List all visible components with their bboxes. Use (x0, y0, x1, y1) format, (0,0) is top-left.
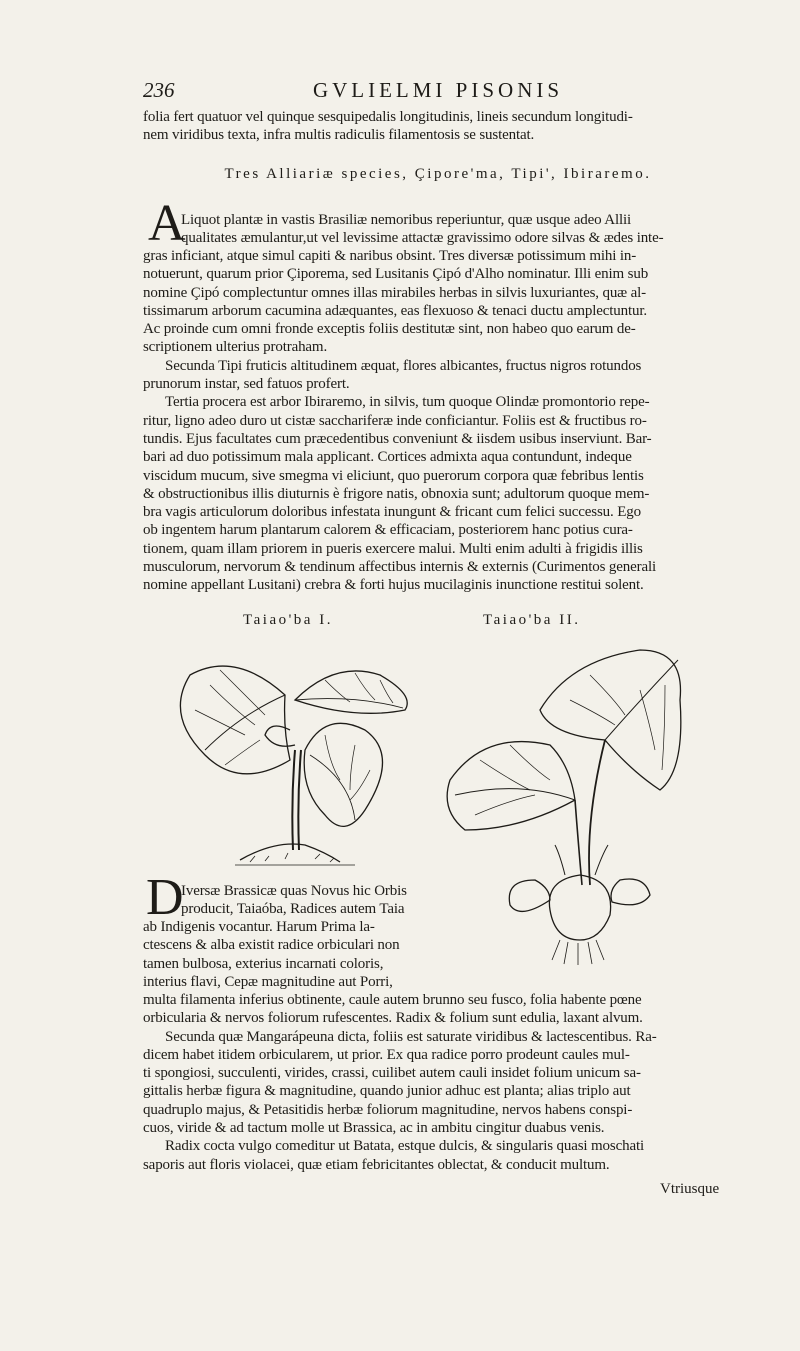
section2-body (143, 991, 733, 1174)
figure-caption-2: Taiao'ba II. (483, 612, 581, 628)
text-line: & obstructionibus illis diuturnis è frigore natis, obnoxia sunt; adultorum quoque mem- (143, 485, 650, 502)
text-line: Iversæ Brassicæ quas Novus hic Orbis (181, 883, 407, 899)
text-line: dicem habet itidem orbicularem, ut prior. Ex qua radice porro prodeunt caules mul- (143, 1046, 630, 1063)
figure-caption-1: Taiao'ba I. (243, 612, 333, 628)
text-line: tissimarum arborum cacumina adæquantes, eas flexuoso & tenaci ductu amplectuntur. (143, 302, 647, 319)
text-line: multa filamenta inferius obtinente, caule autem brunno seu fusco, folia habente pœne (143, 992, 642, 1008)
text-line: ab Indigenis vocantur. Harum Prima la- (143, 919, 375, 935)
text-line: tundis. Ejus facultates cum præcedentibus conveniunt & iisdem usibus inserviunt. Bar- (143, 430, 652, 447)
text-line: gras inficiant, atque simul capiti & naribus obsint. Tres diversæ potissimum mihi in- (143, 248, 637, 264)
catchword: Vtriusque (660, 1181, 720, 1197)
text-line: bari ad duo potissimum mala applicant. Cortices admixta aqua contundunt, indeque (143, 449, 632, 466)
text-line: Secunda Tipi fruticis altitudinem æquat, flores albicantes, fructus nigros rotundos (165, 357, 642, 374)
text-line: prunorum instar, sed fatuos profert. (143, 376, 350, 393)
text-line: Ac proinde cum omni fronde exceptis foliis destitutæ sint, non habeo quo earum de- (143, 321, 636, 338)
text-line: bra vagis articulorum doloribus infestata inungunt & fricant cum felici successu. Ego (143, 504, 641, 521)
text-line: scriptionem ulterius protraham. (143, 339, 328, 356)
text-line: tionem, quam illam priorem in pueris exercere malui. Multi enim adulti à frigidis illis (143, 540, 643, 557)
running-head: GVLIELMI PISONIS (312, 78, 564, 102)
text-line: notuerunt, quarum prior Çiporema, sed Lusitanis Çipó d'Alho nominatur. Illi enim sub (143, 266, 649, 283)
taiaoba-1-illustration (165, 640, 420, 875)
text-line: viscidum mucum, sive smegma vi eliciunt, quo puerorum corpora quæ febribus lentis (143, 467, 644, 484)
text-line: saporis aut floris violacei, quæ etiam febricitantes oblectat, & conducit multum. (143, 1156, 610, 1173)
text-line: qualitates æmulantur,ut vel levissime attactæ gravissimo odore silvas & ædes inte- (181, 230, 664, 247)
text-line: producit, Taiaóba, Radices autem Taia (181, 901, 405, 918)
text-line: musculorum, nervorum & tendinum affectibus internis & externis (Curimentos generali (143, 559, 656, 576)
text-line: ctescens & alba existit radice orbiculari non (143, 937, 400, 954)
text-line: cuos, viride & ad tactum molle ut Brassica, ac in ambitu cingitur duabus venis. (143, 1120, 605, 1137)
text-line: ritur, ligno adeo duro ut cistæ sacchariferæ inde conficiantur. Foliis est & fructibus ro- (143, 412, 647, 429)
text-line: nomine appellant Lusitani) crebra & forti hujus mucilaginis inunctione restitui solent. (143, 577, 644, 594)
text-line: nomine Çipó complectuntur omnes illas mirabiles herbas in silvis luxuriantes, quæ al- (143, 284, 647, 301)
text-line: Liquot plantæ in vastis Brasiliæ nemoribus reperiuntur, quæ usque adeo Allii (181, 212, 632, 228)
text-line: quadruplo majus, & Petasitidis herbæ foliorum magnitudine, nervos habens conspi- (143, 1101, 633, 1118)
page-header (143, 78, 733, 104)
text-line: nem viridibus texta, infra multis radiculis filamentosis se sustentat. (143, 127, 535, 144)
section2-opening-wrapped (181, 882, 441, 919)
section2-wrapped-body (143, 918, 441, 991)
text-line: folia fert quatuor vel quinque sesquipedalis longitudinis, lineis secundum longitudi- (143, 109, 633, 125)
text-line: ob ingentem harum plantarum calorem & efficaciam, posteriorem hanc potius cura- (143, 522, 633, 539)
text-line: interius flavi, Cepæ magnitudine aut Porri, (143, 973, 393, 990)
text-line: orbicularia & nervos foliorum rufescentes. Radix & folium sunt edulia, laxant alvum. (143, 1010, 643, 1027)
drop-cap: D (146, 869, 184, 926)
text-line: ti spongiosi, succulenti, virides, crassi, cuilibet autem cauli insidet folium unicum sa- (143, 1065, 641, 1082)
text-line: Secunda quæ Mangarápeuna dicta, foliis est saturate viridibus & lactescentibus. Ra- (165, 1028, 657, 1045)
section-heading: Tres Alliariæ species, Çipore'ma, Tipi', Ibiraremo. (224, 166, 652, 182)
page-number: 236 (143, 78, 175, 102)
section1-opening (181, 211, 733, 248)
text-line: Tertia procera est arbor Ibiraremo, in silvis, tum quoque Olindæ promontorio repe- (165, 394, 650, 411)
text-line: Radix cocta vulgo comeditur ut Batata, estque dulcis, & singularis quasi moschati (165, 1138, 644, 1155)
section1-body (143, 247, 733, 595)
taiaoba-2-illustration (440, 640, 690, 980)
intro-paragraph (143, 108, 733, 145)
text-line: tamen bulbosa, exterius incarnati coloris, (143, 955, 384, 972)
drop-cap: A (148, 195, 186, 252)
text-line: gittalis herbæ figura & magnitudine, quando junior adhuc est planta; alias triplo aut (143, 1083, 631, 1100)
